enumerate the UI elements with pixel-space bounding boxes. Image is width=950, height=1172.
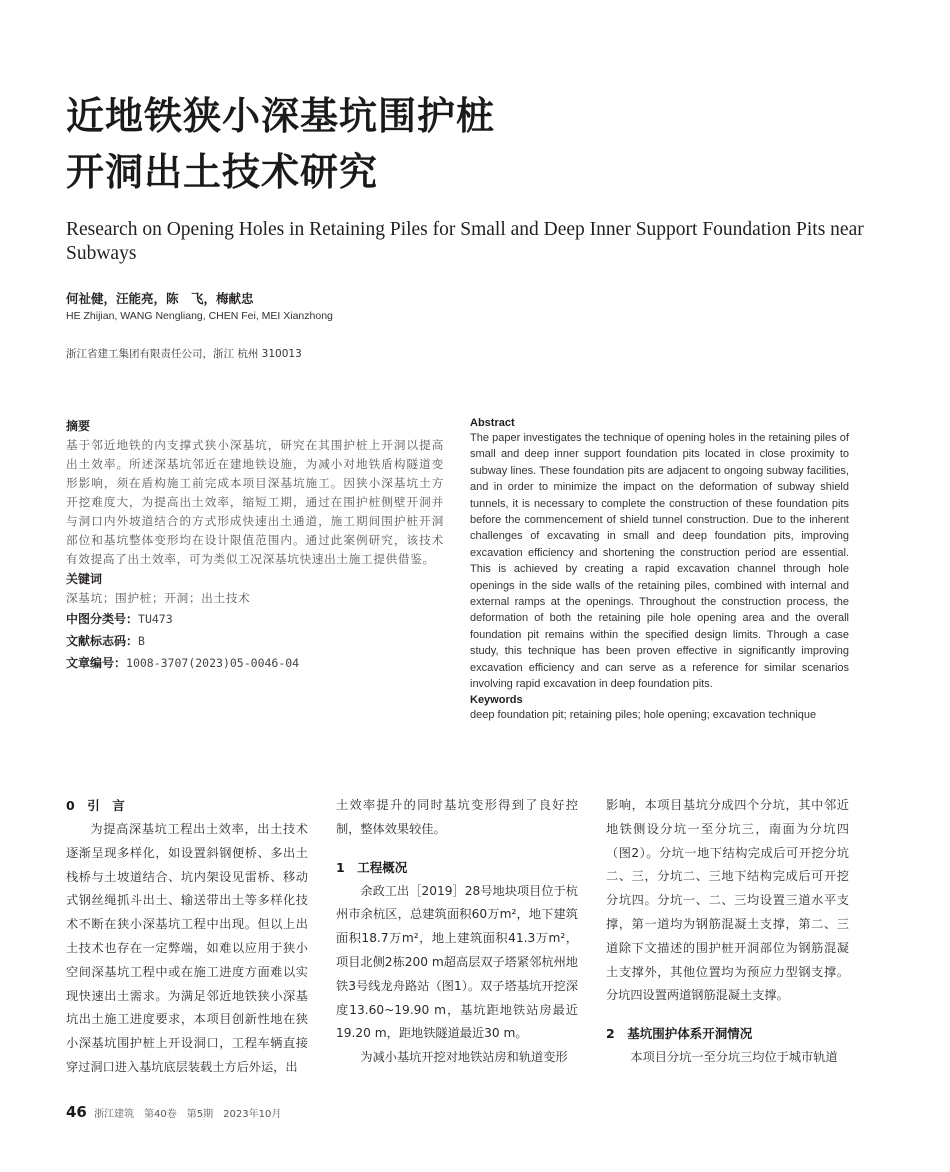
body-column-2 (336, 794, 578, 1070)
title-cn (66, 88, 495, 200)
abstract-cn-block (66, 416, 444, 674)
section-2-title: 2 基坑围护体系开洞情况 (606, 1026, 753, 1042)
page-footer (66, 1103, 281, 1121)
body-column-1 (66, 794, 308, 1080)
authors-cn: 何祉健，汪能亮，陈 飞，梅献忠 (66, 291, 254, 306)
body-column-3 (606, 794, 849, 1070)
section-2-paragraph: 本项目分坑一至分坑三均位于城市轨道 (630, 1050, 838, 1065)
clc-label: 中图分类号： (66, 612, 139, 626)
abstract-en-text: The paper investigates the technique of opening holes in the retaining piles of small and deep inner support foundation pits located in close proximity to subway lines. These foundation pits are adjacent to ongoing subway facilities, and in order to minimize the impact on the deformation of subway shield tunnels, it is necessary to complete the construction of these foundation pits before the commencement of shield tunnel construction. Due to the inherent challenges of excavating in small and deep foundation pits, improving excavation efficiency and shortening the construction period are essential. This is achieved by creating a rapid excavation channel through hole openings in the side walls of the retaining piles, combined with internal and external ramps at the openings. Throughout the construction process, the deformation of both the retaining pile hole opening area and the overall foundation pit remains within the specified design limits. Through a case study, this technique has been proven effective in significantly improving excavation efficiency and can serve as a reference for similar scenarios involving rapid excavation in deep foundation pits. (470, 432, 849, 691)
section-1-title: 1 工程概况 (336, 859, 408, 875)
authors-en: HE Zhijian, WANG Nengliang, CHEN Fei, MEI Xianzhong (66, 310, 333, 322)
article-number-label: 文章编号： (66, 656, 127, 670)
section-1-paragraph-2: 为减小基坑开挖对地铁站房和轨道变形 (360, 1050, 568, 1065)
article-number-value: 1008-3707(2023)05-0046-04 (126, 656, 300, 670)
abstract-en-block (470, 416, 849, 723)
section-0-paragraph-cont: 土效率提升的同时基坑变形得到了良好控制，整体效果较佳。 (336, 798, 578, 836)
section-0-title: 0 引 言 (66, 798, 125, 813)
affiliation: 浙江省建工集团有限责任公司，浙江 杭州 310013 (66, 348, 302, 360)
keywords-cn-heading: 关键词 (66, 572, 103, 586)
doc-code-value: B (138, 634, 145, 648)
clc-value: TU473 (138, 612, 173, 626)
journal-info: 浙江建筑 第40卷 第5期 2023年10月 (94, 1109, 282, 1120)
abstract-cn-heading: 摘要 (66, 419, 91, 433)
article-number-row (66, 652, 444, 674)
keywords-cn-text: 深基坑；围护桩；开洞；出土技术 (66, 591, 251, 605)
section-1-paragraph-1: 余政工出［2019］28号地块项目位于杭州市余杭区，总建筑面积60万m²，地下建筑面积18.7万m²，地上建筑面积41.3万m²，项目北侧2栋200 m超高层双子塔紧邻杭州地铁3号线龙舟路站（图1）。双子塔基坑开挖深度13.60~19.90 m，基坑距地铁站房最近19.20 m，距地铁隧道最近30 m。 (336, 883, 578, 1041)
title-cn-line2: 开洞出土技术研究 (66, 150, 379, 194)
title-cn-line1: 近地铁狭小深基坑围护桩 (66, 94, 496, 138)
section-0-paragraph: 为提高深基坑工程出土效率，出土技术逐渐呈现多样化，如设置斜钢便桥、多出土栈桥与土坡道结合、坑内架设见雷桥、移动式钢丝绳抓斗出土、输送带出土等多样化技术不断在狭小深基坑工程中出现。但以上出土技术也存在一定弊端，如难以应用于狭小空间深基坑工程中或在施工进度方面难以实现快速出土需求。为满足邻近地铁狭小深基坑出土施工进度要求，本项目创新性地在狭小深基坑围护桩上开设洞口，工程车辆直接穿过洞口进入基坑底层装载土方后外运，出 (66, 822, 308, 1074)
title-en: Research on Opening Holes in Retaining Piles for Small and Deep Inner Support Foundation Pits near Subways (66, 219, 864, 264)
abstract-en-heading: Abstract (470, 417, 515, 429)
page-number: 46 (66, 1103, 87, 1121)
clc-row (66, 608, 444, 630)
doc-code-row (66, 630, 444, 652)
section-1-paragraph-2-cont: 影响，本项目基坑分成四个分坑，其中邻近地铁侧设分坑一至分坑三，南面为分坑四（图2）。分坑一地下结构完成后可开挖分坑二、三，分坑二、三地下结构完成后可开挖分坑四。分坑一、二、三均设置三道水平支撑，第一道均为钢筋混凝土支撑，第二、三道除下文描述的围护桩开洞部位为钢筋混凝土支撑外，其他位置均为预应力型钢支撑。分坑四设置两道钢筋混凝土支撑。 (606, 798, 849, 1003)
keywords-en-text: deep foundation pit; retaining piles; hole opening; excavation technique (470, 708, 817, 721)
doc-code-label: 文献标志码： (66, 634, 139, 648)
keywords-en-heading: Keywords (470, 693, 523, 706)
abstract-cn-text: 基于邻近地铁的内支撑式狭小深基坑，研究在其围护桩上开洞以提高出土效率。所述深基坑邻近在建地铁设施，为减小对地铁盾构隧道变形影响，须在盾构施工前完成本项目深基坑施工。因狭小深基坑土方开挖难度大，为提高出土效率，缩短工期，通过在围护桩侧壁开洞并与洞口内外坡道结合的方式形成快速出土通道，施工期间围护桩开洞部位和基坑整体变形均在设计限值范围内。通过此案例研究，该技术有效提高了出土效率，可为类似工况深基坑快速出土施工提供借鉴。 (66, 438, 444, 566)
